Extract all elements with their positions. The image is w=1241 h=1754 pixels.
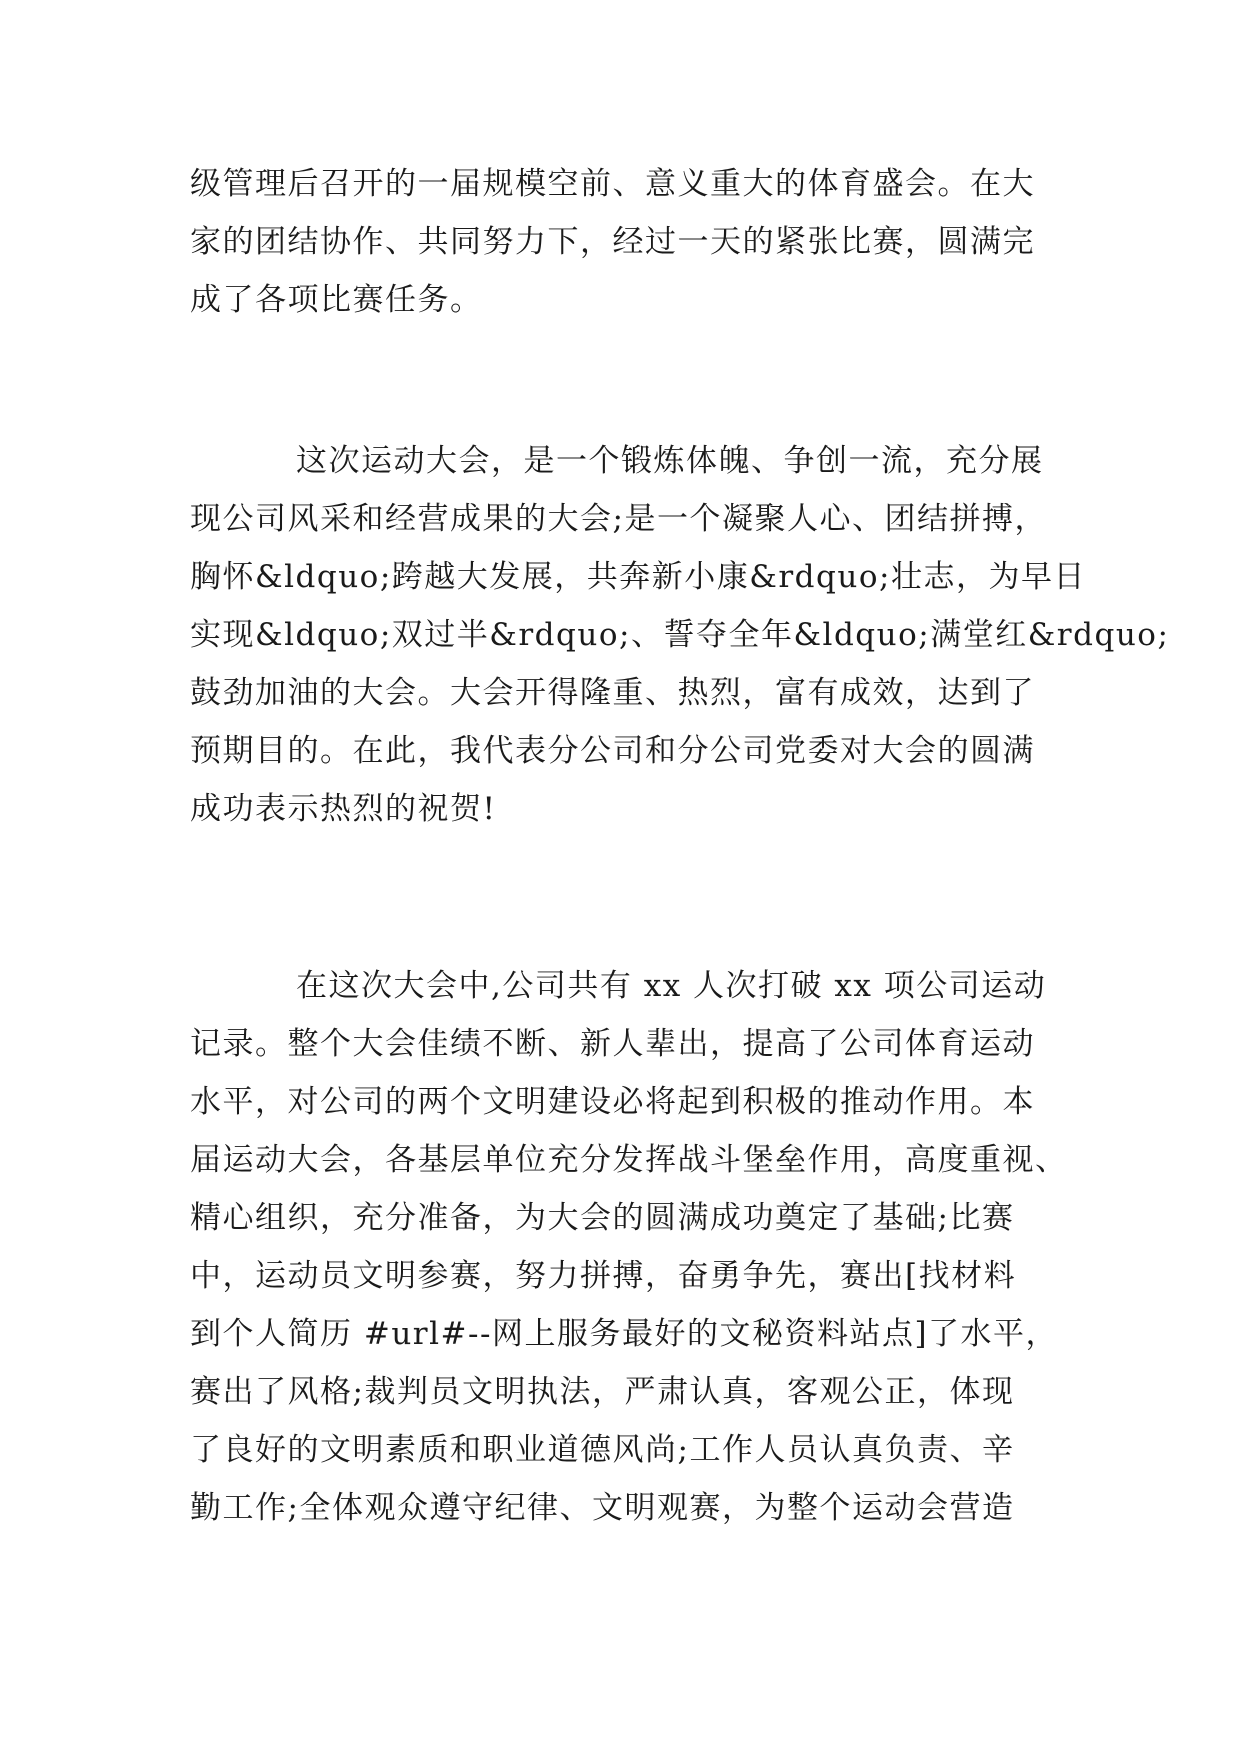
paragraph-3-line-6: 中，运动员文明参赛，努力拼搏，奋勇争先，赛出[找材料 [190,1258,1017,1294]
paragraph-2-line-3: 胸怀&ldquo;跨越大发展，共奔新小康&rdquo;壮志，为早日 [190,559,1086,595]
paragraph-3-line-5: 精心组织，充分准备，为大会的圆满成功奠定了基础;比赛 [190,1200,1015,1236]
paragraph-1-line-3: 成了各项比赛任务。 [190,282,483,318]
paragraph-3-line-10: 勤工作;全体观众遵守纪律、文明观赛，为整个运动会营造 [190,1490,1015,1526]
paragraph-3-line-7: 到个人简历 #url#--网上服务最好的文秘资料站点]了水平， [190,1316,1059,1352]
paragraph-3-line-4: 届运动大会，各基层单位充分发挥战斗堡垒作用，高度重视、 [190,1142,1068,1178]
paragraph-3-line-3: 水平，对公司的两个文明建设必将起到积极的推动作用。本 [190,1084,1035,1120]
paragraph-1-line-1: 级管理后召开的一届规模空前、意义重大的体育盛会。在大 [190,166,1035,202]
paragraph-3-line-1: 在这次大会中,公司共有 xx 人次打破 xx 项公司运动 [296,968,1047,1004]
paragraph-2-line-4: 实现&ldquo;双过半&rdquo;、誓夺全年&ldquo;满堂红&rdquo; [190,617,1170,653]
paragraph-2-line-1: 这次运动大会，是一个锻炼体魄、争创一流，充分展 [296,443,1044,479]
paragraph-3-line-2: 记录。整个大会佳绩不断、新人辈出，提高了公司体育运动 [190,1026,1035,1062]
paragraph-2-line-7: 成功表示热烈的祝贺! [190,791,497,827]
paragraph-2-line-5: 鼓劲加油的大会。大会开得隆重、热烈，富有成效，达到了 [190,675,1035,711]
paragraph-2-line-2: 现公司风采和经营成果的大会;是一个凝聚人心、团结拼搏， [190,501,1047,537]
paragraph-3-line-8: 赛出了风格;裁判员文明执法，严肃认真，客观公正，体现 [190,1374,1015,1410]
paragraph-1-line-2: 家的团结协作、共同努力下，经过一天的紧张比赛，圆满完 [190,224,1035,260]
paragraph-2-line-6: 预期目的。在此，我代表分公司和分公司党委对大会的圆满 [190,733,1035,769]
paragraph-3-line-9: 了良好的文明素质和职业道德风尚;工作人员认真负责、辛 [190,1432,1015,1468]
